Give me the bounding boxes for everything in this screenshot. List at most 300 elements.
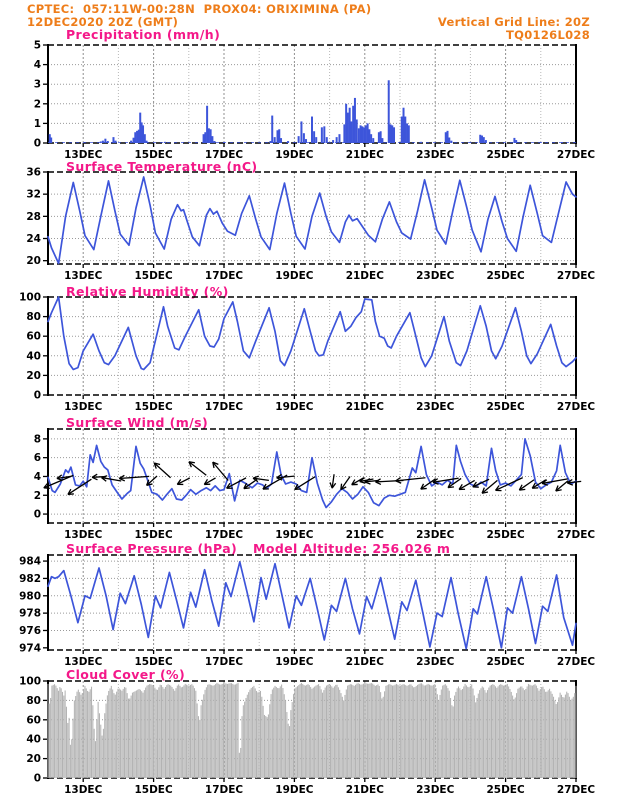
chart-cloud	[19, 676, 595, 797]
cloud-bar	[424, 685, 425, 778]
cloud-bar	[504, 685, 505, 778]
cloud-bar	[564, 697, 565, 778]
x-tick-label: 17DEC	[204, 270, 244, 282]
temperature-line	[48, 177, 576, 263]
cloud-bar	[205, 690, 206, 778]
precip-bar	[479, 135, 481, 143]
precip-bar	[515, 140, 517, 143]
cloud-bar	[141, 691, 142, 778]
cloud-bar	[405, 685, 406, 778]
cloud-bar	[78, 690, 79, 778]
cloud-bar	[338, 687, 339, 778]
precip-bar	[350, 121, 352, 143]
cloud-bar	[247, 695, 248, 778]
cloud-bar	[280, 686, 281, 778]
cloud-bar	[377, 684, 378, 778]
cloud-bar	[87, 691, 88, 778]
cloud-bar	[53, 685, 54, 778]
precip-bar	[360, 125, 362, 143]
x-tick-label: 19DEC	[275, 529, 314, 541]
cloud-bar	[418, 684, 419, 778]
cloud-bar	[230, 683, 231, 778]
x-tick-label: 13DEC	[64, 529, 103, 541]
cloud-bar	[498, 686, 499, 778]
cloud-bar	[113, 693, 114, 778]
cloud-bar	[509, 689, 510, 778]
cloud-bar	[362, 684, 363, 778]
cloud-bar	[334, 686, 335, 778]
cloud-bar	[558, 697, 559, 778]
wind-line	[48, 439, 576, 508]
cloud-bar	[399, 685, 400, 778]
cloud-bar	[74, 700, 75, 778]
station-header: CPTEC: 057:11W-00:28N PROX04: ORIXIMINA (PA)	[27, 2, 372, 16]
model-altitude-label: Model Altitude: 256.026 m	[253, 541, 451, 556]
cloud-bar	[104, 713, 105, 778]
chart-title-wind: Surface Wind (m/s)	[66, 415, 209, 430]
cloud-bar	[152, 685, 153, 778]
cloud-bar	[218, 684, 219, 778]
x-tick-label: 25DEC	[486, 270, 525, 282]
cloud-bar	[412, 686, 413, 778]
cloud-bar	[274, 686, 275, 778]
precip-bar	[347, 113, 349, 143]
x-tick-label: 23DEC	[416, 529, 455, 541]
precip-bar	[213, 141, 215, 143]
cloud-bar	[178, 684, 179, 778]
cloud-bar	[285, 700, 286, 778]
cloud-bar	[443, 685, 444, 778]
y-tick-label: 20	[26, 369, 41, 382]
wind-direction-arrow	[154, 463, 170, 478]
cloud-bar	[115, 695, 116, 778]
cloud-bar	[128, 699, 129, 778]
chart-humidity	[19, 292, 595, 414]
x-tick-label: 25DEC	[486, 529, 525, 541]
cloud-bar	[525, 689, 526, 778]
y-tick-label: 974	[19, 642, 41, 655]
cloud-bar	[463, 686, 464, 778]
y-tick-label: 20	[26, 255, 41, 268]
cloud-bar	[273, 688, 274, 778]
cloud-bar	[410, 684, 411, 778]
cloud-bar	[288, 724, 289, 778]
cloud-bar	[183, 685, 184, 778]
chart-title-pressure: Surface Pressure (hPa)	[66, 541, 238, 556]
y-tick-label: 100	[19, 291, 41, 304]
cloud-bar	[284, 694, 285, 778]
cloud-bar	[96, 719, 97, 778]
cloud-bar	[388, 684, 389, 778]
cloud-bar	[121, 691, 122, 778]
x-tick-label: 19DEC	[275, 656, 314, 668]
cloud-bar	[66, 707, 67, 778]
cloud-bar	[277, 688, 278, 778]
cloud-bar	[557, 702, 558, 778]
cloud-bar	[90, 689, 91, 778]
cloud-bar	[301, 683, 302, 778]
cloud-bar	[190, 685, 191, 778]
cloud-bar	[271, 694, 272, 778]
x-tick-label: 17DEC	[204, 656, 244, 668]
cloud-bar	[170, 686, 171, 778]
cloud-bar	[416, 686, 417, 778]
cloud-bar	[366, 683, 367, 778]
cloud-bar	[545, 692, 546, 778]
chart-pressure	[19, 554, 595, 668]
x-tick-label: 21DEC	[345, 401, 384, 413]
x-tick-label: 27DEC	[556, 529, 596, 541]
cloud-bar	[289, 726, 290, 778]
cloud-bar	[397, 685, 398, 778]
cloud-bar	[442, 686, 443, 778]
cloud-bar	[236, 684, 237, 778]
y-tick-label: 6	[33, 452, 41, 465]
cloud-bar	[531, 685, 532, 778]
cloud-bar	[228, 684, 229, 778]
cloud-bar	[76, 692, 77, 778]
precip-bar	[367, 123, 369, 143]
cloud-bar	[520, 687, 521, 778]
cloud-bar	[99, 713, 100, 778]
cloud-bar	[50, 698, 51, 778]
y-tick-label: 5	[33, 39, 41, 52]
cloud-bar	[166, 685, 167, 778]
cloud-bar	[512, 696, 513, 778]
cloud-bar	[492, 684, 493, 778]
cloud-bar	[116, 692, 117, 778]
x-tick-label: 27DEC	[556, 784, 596, 796]
x-tick-label: 21DEC	[345, 784, 384, 796]
cloud-bar	[198, 716, 199, 778]
precip-bar	[450, 141, 452, 143]
cloud-bar	[186, 685, 187, 778]
cloud-bar	[575, 686, 576, 778]
cloud-bar	[55, 686, 56, 778]
cloud-bar	[490, 686, 491, 778]
cloud-bar	[140, 690, 141, 778]
x-tick-label: 27DEC	[556, 270, 596, 282]
cloud-bar	[234, 685, 235, 778]
cloud-bar	[79, 692, 80, 778]
cloud-bar	[119, 689, 120, 778]
cloud-bar	[574, 693, 575, 778]
precip-bar	[115, 141, 117, 143]
x-tick-label: 17DEC	[204, 149, 244, 161]
cloud-bar	[139, 689, 140, 778]
pressure-line	[48, 562, 576, 649]
cloud-bar	[73, 719, 74, 778]
cloud-bar	[428, 684, 429, 778]
cloud-bar	[132, 693, 133, 778]
wind-direction-arrow	[295, 477, 315, 490]
cloud-bar	[499, 685, 500, 778]
cloud-bar	[462, 689, 463, 778]
cloud-bar	[552, 694, 553, 778]
cloud-bar	[548, 690, 549, 778]
y-tick-label: 32	[26, 188, 41, 201]
x-tick-label: 27DEC	[556, 401, 596, 413]
precip-bar	[326, 137, 328, 143]
cloud-bar	[61, 688, 62, 778]
x-tick-label: 15DEC	[134, 149, 173, 161]
x-tick-label: 23DEC	[416, 401, 455, 413]
cloud-bar	[496, 688, 497, 778]
cloud-bar	[304, 685, 305, 778]
cloud-bar	[194, 688, 195, 778]
wind-direction-arrow	[177, 478, 189, 484]
cloud-bar	[417, 685, 418, 778]
chart-temperature	[26, 167, 595, 283]
cloud-bar	[422, 684, 423, 778]
cloud-bar	[432, 686, 433, 778]
precip-bar	[481, 136, 483, 143]
cloud-bar	[413, 687, 414, 778]
x-tick-label: 25DEC	[486, 656, 525, 668]
cloud-bar	[49, 704, 50, 778]
y-tick-label: 0	[33, 389, 41, 402]
cloud-bar	[529, 685, 530, 778]
cloud-bar	[513, 699, 514, 778]
x-tick-label: 13DEC	[64, 656, 103, 668]
cloud-bar	[157, 690, 158, 778]
cloud-bar	[562, 697, 563, 778]
cloud-bar	[175, 688, 176, 778]
cloud-bar	[370, 683, 371, 778]
cloud-bar	[502, 685, 503, 778]
y-tick-label: 0	[33, 772, 41, 785]
cloud-bar	[327, 685, 328, 778]
cloud-bar	[532, 686, 533, 778]
precip-bar	[204, 132, 206, 143]
precip-bar	[100, 141, 102, 143]
cloud-bar	[401, 685, 402, 778]
y-tick-label: 40	[26, 733, 41, 746]
y-tick-label: 1	[33, 117, 41, 130]
cloud-bar	[282, 688, 283, 778]
precip-bar	[311, 117, 313, 143]
cloud-bar	[149, 684, 150, 778]
cloud-bar	[92, 705, 93, 778]
cloud-bar	[244, 702, 245, 778]
cloud-bar	[408, 685, 409, 778]
cloud-bar	[265, 716, 266, 778]
cloud-bar	[494, 685, 495, 778]
precip-bar	[269, 141, 271, 143]
precip-bar	[107, 141, 109, 143]
precip-bar	[381, 138, 383, 143]
cloud-bar	[505, 685, 506, 778]
x-tick-label: 19DEC	[275, 784, 314, 796]
precip-bar	[332, 140, 334, 143]
cloud-bar	[535, 684, 536, 778]
cloud-bar	[350, 684, 351, 778]
wind-direction-arrow	[68, 479, 91, 494]
cloud-bar	[80, 695, 81, 778]
cloud-bar	[63, 696, 64, 778]
cloud-bar	[380, 692, 381, 778]
y-tick-label: 80	[26, 311, 41, 324]
y-tick-label: 36	[26, 166, 41, 179]
precip-bar	[321, 127, 323, 143]
cloud-bar	[331, 686, 332, 778]
cloud-bar	[503, 686, 504, 778]
x-tick-label: 21DEC	[345, 270, 384, 282]
cloud-bar	[450, 698, 451, 778]
cloud-bar	[131, 696, 132, 778]
chart-wind	[34, 428, 596, 541]
cloud-bar	[124, 687, 125, 778]
x-tick-label: 27DEC	[556, 149, 596, 161]
x-tick-label: 19DEC	[275, 401, 314, 413]
precip-bar	[300, 121, 302, 143]
cloud-bar	[187, 685, 188, 778]
cloud-bar	[232, 684, 233, 778]
cloud-bar	[216, 683, 217, 778]
cloud-bar	[253, 686, 254, 778]
cloud-bar	[313, 688, 314, 778]
x-tick-label: 15DEC	[134, 784, 173, 796]
x-tick-label: 27DEC	[556, 656, 596, 668]
wind-direction-arrow	[519, 480, 534, 490]
cloud-bar	[290, 710, 291, 778]
cloud-bar	[125, 688, 126, 778]
x-tick-label: 13DEC	[64, 149, 103, 161]
precip-bar	[370, 134, 372, 143]
cloud-bar	[153, 686, 154, 778]
cloud-bar	[461, 690, 462, 778]
cloud-bar	[533, 685, 534, 778]
cloud-bar	[123, 689, 124, 778]
cloud-bar	[392, 686, 393, 778]
cloud-bar	[553, 697, 554, 778]
cloud-bar	[475, 702, 476, 778]
cloud-bar	[203, 694, 204, 778]
y-tick-label: 0	[33, 508, 41, 521]
cloud-bar	[566, 692, 567, 778]
precip-bar	[203, 134, 205, 143]
cloud-bar	[476, 698, 477, 778]
cloud-bar	[488, 688, 489, 778]
precip-bar	[144, 134, 146, 143]
cloud-bar	[500, 684, 501, 778]
cloud-bar	[441, 689, 442, 778]
y-tick-label: 24	[26, 233, 41, 246]
precip-bar	[388, 80, 390, 143]
x-tick-label: 25DEC	[486, 149, 525, 161]
cloud-bar	[375, 686, 376, 778]
cloud-bar	[195, 691, 196, 778]
cloud-bar	[70, 745, 71, 778]
precip-bar	[164, 142, 166, 143]
cloud-bar	[219, 684, 220, 778]
cloud-bar	[527, 686, 528, 778]
precip-bar	[368, 129, 370, 143]
cloud-bar	[340, 693, 341, 778]
cloud-bar	[106, 704, 107, 778]
cloud-bar	[173, 689, 174, 778]
x-tick-label: 23DEC	[416, 270, 455, 282]
cloud-bar	[227, 684, 228, 778]
y-tick-label: 20	[26, 753, 41, 766]
y-tick-label: 8	[33, 433, 41, 446]
precip-bar	[380, 131, 382, 143]
cloud-bar	[542, 687, 543, 778]
y-tick-label: 984	[19, 555, 41, 568]
cloud-bar	[528, 684, 529, 778]
cloud-bar	[263, 706, 264, 778]
cloud-bar	[354, 686, 355, 778]
y-tick-label: 60	[26, 330, 41, 343]
chart-title-precipitation: Precipitation (mm/h)	[66, 27, 221, 42]
cloud-bar	[150, 684, 151, 778]
cloud-bar	[146, 686, 147, 778]
cloud-bar	[296, 687, 297, 778]
wind-direction-arrow	[189, 462, 206, 476]
cloud-bar	[449, 691, 450, 778]
cloud-bar	[182, 687, 183, 778]
cloud-bar	[379, 686, 380, 778]
cloud-bar	[249, 690, 250, 778]
cloud-bar	[355, 685, 356, 778]
cloud-bar	[343, 700, 344, 778]
precip-bar	[389, 124, 391, 143]
cloud-bar	[454, 696, 455, 778]
cloud-bar	[565, 695, 566, 778]
x-tick-label: 15DEC	[134, 401, 173, 413]
y-tick-label: 40	[26, 350, 41, 363]
precip-bar	[485, 140, 487, 143]
cloud-bar	[267, 717, 268, 778]
cloud-bar	[136, 690, 137, 778]
cloud-bar	[474, 695, 475, 778]
cloud-bar	[521, 686, 522, 778]
cloud-bar	[240, 748, 241, 778]
wind-direction-arrow	[227, 478, 246, 488]
cloud-bar	[86, 688, 87, 778]
chart-title-temperature: Surface Temperature (nC)	[66, 159, 258, 174]
x-tick-label: 13DEC	[64, 784, 103, 796]
cloud-bar	[381, 698, 382, 778]
cloud-bar	[47, 684, 48, 778]
x-tick-label: 13DEC	[64, 270, 103, 282]
cloud-bar	[315, 686, 316, 778]
cloud-bar	[65, 690, 66, 778]
precip-bar	[401, 117, 403, 143]
cloud-bar	[335, 685, 336, 778]
cloud-bar	[544, 689, 545, 778]
cloud-bar	[98, 702, 99, 778]
cloud-bar	[471, 684, 472, 778]
cloud-bar	[387, 685, 388, 778]
cloud-bar	[156, 689, 157, 778]
cloud-bar	[472, 689, 473, 778]
cloud-bar	[403, 684, 404, 778]
cloud-bar	[142, 693, 143, 778]
cloud-bar	[482, 686, 483, 778]
cloud-bar	[314, 687, 315, 778]
cloud-bar	[298, 685, 299, 778]
grid-line-note: Vertical Grid Line: 20Z	[437, 15, 590, 29]
cloud-bar	[100, 725, 101, 778]
cloud-bar	[109, 688, 110, 778]
cloud-bar	[58, 691, 59, 778]
cloud-bar	[59, 687, 60, 778]
cloud-bar	[148, 685, 149, 778]
cloud-bar	[453, 706, 454, 778]
cloud-bar	[257, 692, 258, 778]
cloud-bar	[207, 685, 208, 778]
